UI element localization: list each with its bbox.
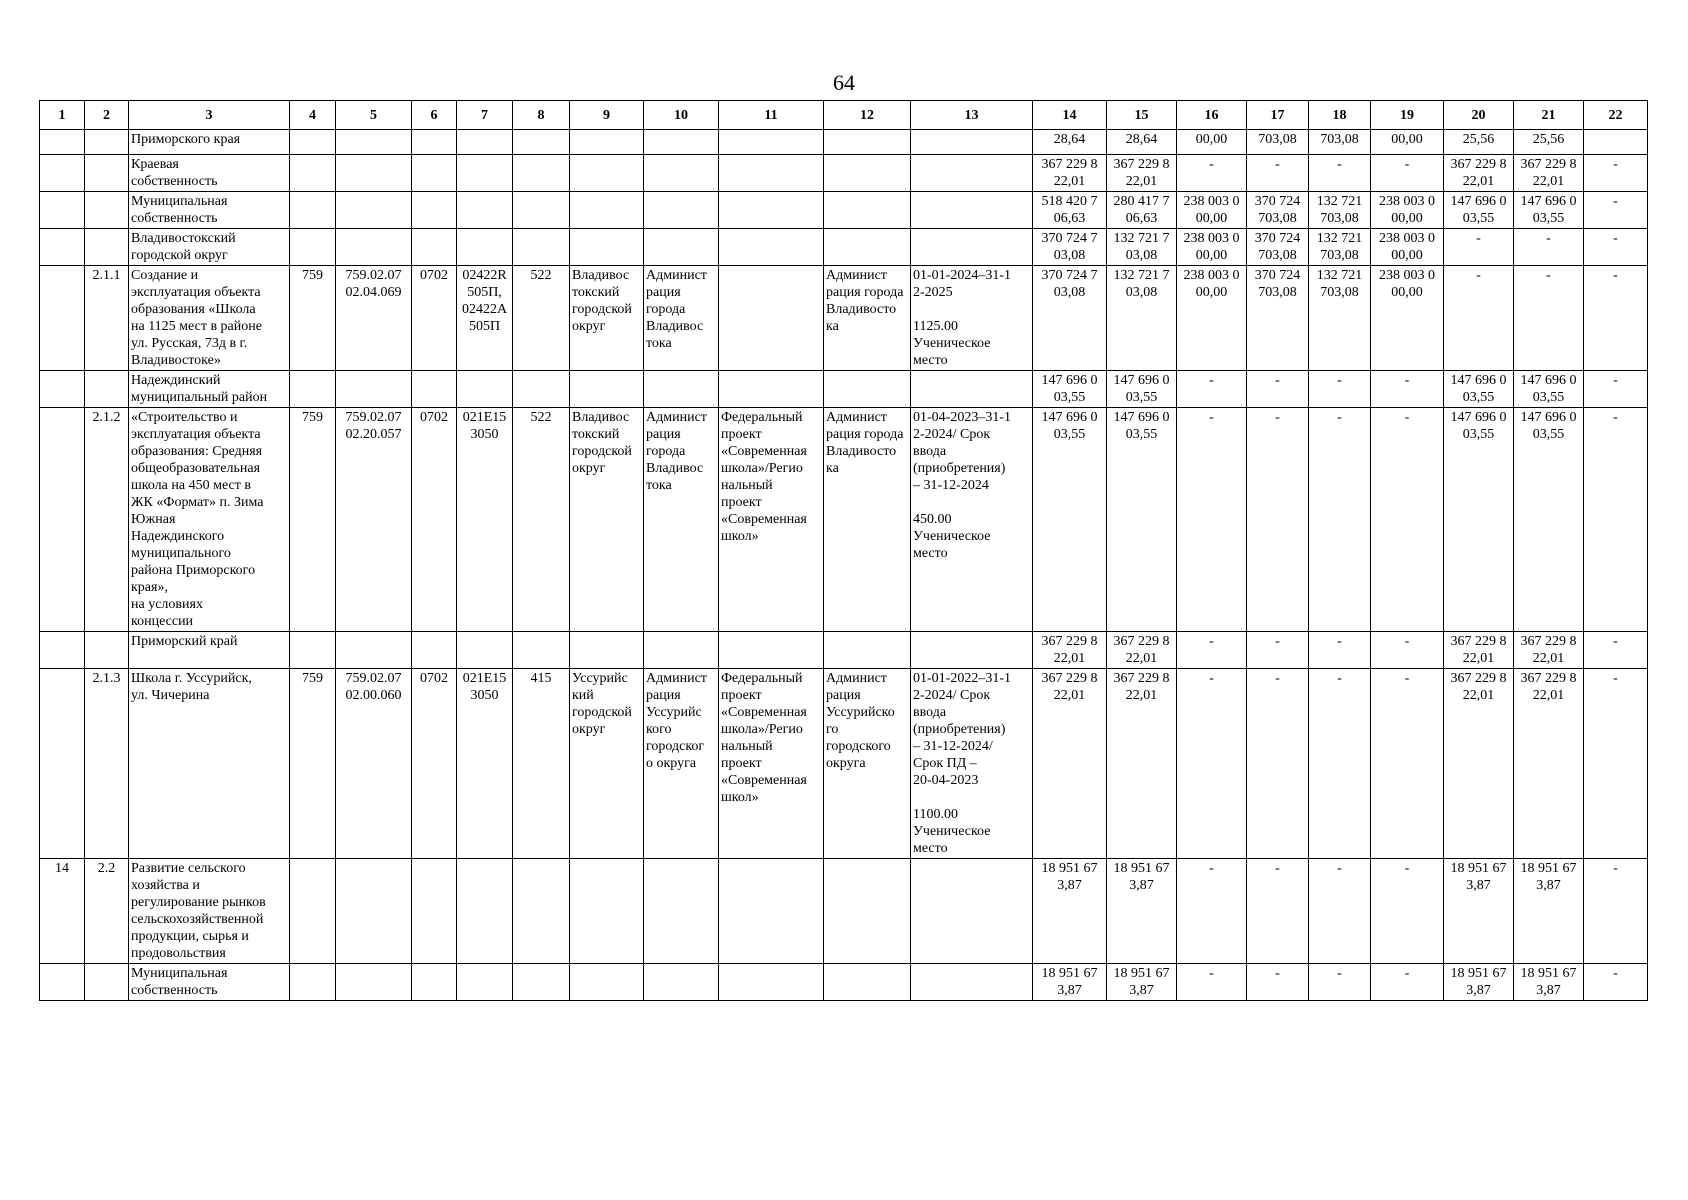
table-header-row [40,101,1648,130]
table-cell: - [1584,859,1648,964]
table-cell [290,371,336,408]
table-cell [824,859,911,964]
column-header: 17 [1247,101,1309,130]
table-cell: Надеждинский муниципальный район [129,371,290,408]
table-cell: 01-01-2024–31-1 2-2025 1125.00 Ученическое место [911,266,1033,371]
column-header: 2 [85,101,129,130]
table-cell [644,229,719,266]
table-cell: 01-04-2023–31-1 2-2024/ Срок ввода (приобретения) – 31-12-2024 450.00 Ученическое место [911,408,1033,632]
table-cell: - [1584,669,1648,859]
table-row [40,155,1648,192]
table-cell [336,964,412,1001]
table-cell: 759 [290,266,336,371]
table-cell [644,964,719,1001]
column-header: 19 [1371,101,1444,130]
table-cell: Админист рация города Владивос тока [644,408,719,632]
table-cell [911,229,1033,266]
table-cell [457,155,513,192]
table-cell [719,130,824,155]
table-cell: Админист рация Уссурийско го городского округа [824,669,911,859]
table-row [40,408,1648,632]
table-cell [412,155,457,192]
table-cell: 415 [513,669,570,859]
table-cell [290,229,336,266]
column-header: 3 [129,101,290,130]
table-cell [336,130,412,155]
table-cell: - [1584,632,1648,669]
column-header: 9 [570,101,644,130]
table-cell [513,192,570,229]
table-cell [412,859,457,964]
table-cell: - [1177,964,1247,1001]
table-cell: 370 724 703,08 [1247,229,1309,266]
table-cell [290,859,336,964]
table-cell [336,155,412,192]
table-cell [570,859,644,964]
table-cell [513,155,570,192]
table-cell [40,229,85,266]
table-cell [570,964,644,1001]
table-cell [85,371,129,408]
table-cell: - [1309,964,1371,1001]
table-cell: 147 696 0 03,55 [1107,371,1177,408]
table-cell: - [1177,632,1247,669]
table-cell: - [1177,859,1247,964]
table-cell [40,408,85,632]
table-cell: 18 951 67 3,87 [1107,859,1177,964]
table-cell [911,371,1033,408]
column-header: 8 [513,101,570,130]
table-cell: 522 [513,408,570,632]
table-cell: - [1584,229,1648,266]
table-cell: 25,56 [1444,130,1514,155]
table-row [40,964,1648,1001]
table-cell [644,859,719,964]
table-cell: 01-01-2022–31-1 2-2024/ Срок ввода (приобретения) – 31-12-2024/ Срок ПД – 20-04-2023 1100.00 Ученическое место [911,669,1033,859]
table-cell: «Строительство и эксплуатация объекта образования: Средняя общеобразовательная школа на 450 мест в ЖК «Формат» п. Зима Южная Надеждинского муниципального района Приморского края», на условиях концессии [129,408,290,632]
table-cell: - [1584,371,1648,408]
table-cell: - [1309,859,1371,964]
table-cell: Муниципальная собственность [129,964,290,1001]
table-cell: 759 [290,669,336,859]
table-cell: Админист рация города Владивосто ка [824,266,911,371]
column-header: 15 [1107,101,1177,130]
table-cell [457,130,513,155]
table-cell: - [1514,266,1584,371]
column-header: 14 [1033,101,1107,130]
table-cell [644,632,719,669]
table-cell: 238 003 0 00,00 [1371,266,1444,371]
table-cell: Уссурийс кий городской округ [570,669,644,859]
table-cell: Приморский край [129,632,290,669]
column-header: 10 [644,101,719,130]
table-cell [719,229,824,266]
column-header: 18 [1309,101,1371,130]
table-cell [570,229,644,266]
table-cell: Владивос токский городской округ [570,408,644,632]
table-cell [336,192,412,229]
table-cell: - [1371,632,1444,669]
table-cell: 18 951 67 3,87 [1514,859,1584,964]
table-cell: - [1247,859,1309,964]
table-cell [644,155,719,192]
table-cell [513,130,570,155]
table-cell [85,229,129,266]
table-cell: - [1177,371,1247,408]
column-header: 16 [1177,101,1247,130]
table-cell [824,632,911,669]
page-number: 64 [833,70,855,95]
table-cell: - [1177,669,1247,859]
table-cell [1584,130,1648,155]
table-cell [457,859,513,964]
table-row [40,229,1648,266]
table-cell [336,229,412,266]
table-cell: - [1444,266,1514,371]
table-cell: - [1309,155,1371,192]
table-cell: 147 696 0 03,55 [1514,192,1584,229]
table-cell [719,266,824,371]
table-cell: 0702 [412,266,457,371]
table-cell [644,130,719,155]
table-cell [644,371,719,408]
table-cell: 147 696 0 03,55 [1107,408,1177,632]
table-cell: 367 229 8 22,01 [1033,632,1107,669]
table-cell: - [1371,371,1444,408]
table-cell [513,371,570,408]
table-cell: 703,08 [1309,130,1371,155]
table-cell: Федеральный проект «Современная школа»/Регио нальный проект «Современная школ» [719,408,824,632]
table-cell: - [1584,266,1648,371]
table-cell: 370 724 7 03,08 [1033,266,1107,371]
table-cell: - [1309,371,1371,408]
table-cell: - [1371,155,1444,192]
table-cell: 370 724 703,08 [1247,266,1309,371]
table-cell: - [1444,229,1514,266]
column-header: 7 [457,101,513,130]
table-cell: 238 003 0 00,00 [1371,229,1444,266]
table-cell: 367 229 8 22,01 [1107,155,1177,192]
table-cell: 021Е15 3050 [457,669,513,859]
table-row [40,371,1648,408]
table-cell: 28,64 [1107,130,1177,155]
table-cell: 18 951 67 3,87 [1444,859,1514,964]
table-cell: 147 696 0 03,55 [1033,408,1107,632]
table-cell [40,130,85,155]
table-cell: 132 721 703,08 [1309,229,1371,266]
table-cell [719,192,824,229]
table-cell [570,371,644,408]
table-cell [457,229,513,266]
table-cell: 2.2 [85,859,129,964]
table-cell [570,130,644,155]
table-cell: 759.02.07 02.04.069 [336,266,412,371]
table-body [40,130,1648,1001]
table-cell: 370 724 703,08 [1247,192,1309,229]
table-cell: 2.1.1 [85,266,129,371]
table-cell [290,964,336,1001]
budget-table [39,100,1648,1001]
table-cell [40,371,85,408]
table-cell [824,964,911,1001]
table-row [40,859,1648,964]
table-cell [824,371,911,408]
table-cell: - [1371,859,1444,964]
table-cell [336,371,412,408]
table-cell: 759.02.07 02.20.057 [336,408,412,632]
column-header: 11 [719,101,824,130]
table-cell: 759 [290,408,336,632]
table-cell [911,155,1033,192]
table-cell [40,266,85,371]
column-header: 22 [1584,101,1648,130]
table-cell [824,130,911,155]
table-cell: 2.1.2 [85,408,129,632]
table-cell: - [1309,408,1371,632]
table-cell [457,371,513,408]
table-cell: 147 696 0 03,55 [1444,408,1514,632]
table-cell: 132 721 7 03,08 [1107,266,1177,371]
table-cell [911,130,1033,155]
table-cell: - [1247,155,1309,192]
column-header: 12 [824,101,911,130]
table-cell: - [1177,408,1247,632]
table-cell [911,859,1033,964]
table-cell: 132 721 7 03,08 [1107,229,1177,266]
table-cell: 2.1.3 [85,669,129,859]
table-cell [40,155,85,192]
table-cell [570,155,644,192]
table-cell: 0702 [412,408,457,632]
table-cell: 370 724 7 03,08 [1033,229,1107,266]
table-cell [412,192,457,229]
table-cell [85,155,129,192]
table-cell [290,632,336,669]
table-cell: 367 229 8 22,01 [1444,669,1514,859]
column-header: 4 [290,101,336,130]
table-cell [40,669,85,859]
table-cell: Админист рация города Владивосто ка [824,408,911,632]
table-cell: - [1584,155,1648,192]
table-row [40,192,1648,229]
table-cell: 02422R 505П, 02422А 505П [457,266,513,371]
table-cell: 00,00 [1371,130,1444,155]
table-cell: - [1247,371,1309,408]
table-cell: - [1177,155,1247,192]
table-cell: 00,00 [1177,130,1247,155]
table-cell: 147 696 0 03,55 [1514,371,1584,408]
table-cell [719,859,824,964]
table-cell: - [1584,408,1648,632]
table-cell [412,130,457,155]
table-cell: Админист рация города Владивос тока [644,266,719,371]
table-cell: Создание и эксплуатация объекта образования «Школа на 1125 мест в районе ул. Русская, 73д в г. Владивостоке» [129,266,290,371]
table-cell: 18 951 67 3,87 [1033,859,1107,964]
table-cell [719,632,824,669]
table-cell [644,192,719,229]
table-cell: Школа г. Уссурийск, ул. Чичерина [129,669,290,859]
table-cell: 367 229 8 22,01 [1107,669,1177,859]
table-cell: - [1309,669,1371,859]
table-cell: Владивос токский городской округ [570,266,644,371]
table-cell [290,155,336,192]
column-header: 1 [40,101,85,130]
table-cell: 367 229 8 22,01 [1033,669,1107,859]
table-cell: 021Е15 3050 [457,408,513,632]
table-cell [40,964,85,1001]
table-cell [85,964,129,1001]
table-cell: Админист рация Уссурийс кого городског о округа [644,669,719,859]
table-cell [824,155,911,192]
table-cell [719,371,824,408]
table-cell: 238 003 0 00,00 [1177,229,1247,266]
table-cell: 147 696 0 03,55 [1444,371,1514,408]
table-cell [85,130,129,155]
table-cell: - [1371,408,1444,632]
table-cell: 132 721 703,08 [1309,192,1371,229]
table-cell [719,155,824,192]
table-cell [911,964,1033,1001]
column-header: 13 [911,101,1033,130]
table-cell: 367 229 8 22,01 [1514,632,1584,669]
table-cell: 147 696 0 03,55 [1033,371,1107,408]
table-cell: Приморского края [129,130,290,155]
table-cell [513,859,570,964]
table-cell: 280 417 7 06,63 [1107,192,1177,229]
table-cell: Федеральный проект «Современная школа»/Регио нальный проект «Современная школ» [719,669,824,859]
table-cell: 18 951 67 3,87 [1107,964,1177,1001]
table-cell [911,192,1033,229]
table-cell: 18 951 67 3,87 [1033,964,1107,1001]
table-row [40,632,1648,669]
table-cell: 18 951 67 3,87 [1514,964,1584,1001]
table-cell [570,192,644,229]
table-cell [513,229,570,266]
table-cell: - [1309,632,1371,669]
table-cell: 367 229 8 22,01 [1033,155,1107,192]
table-cell: 703,08 [1247,130,1309,155]
column-header: 6 [412,101,457,130]
table-row [40,130,1648,155]
table-cell: - [1247,964,1309,1001]
table-cell [412,229,457,266]
table-cell: - [1584,192,1648,229]
table-cell [513,632,570,669]
table-cell: 18 951 67 3,87 [1444,964,1514,1001]
table-cell [457,632,513,669]
table-cell: - [1514,229,1584,266]
table-cell: Муниципальная собственность [129,192,290,229]
table-cell [457,192,513,229]
column-header: 5 [336,101,412,130]
table-cell: 367 229 8 22,01 [1444,632,1514,669]
table-cell [412,371,457,408]
table-cell: 522 [513,266,570,371]
table-cell: 518 420 7 06,63 [1033,192,1107,229]
table-row [40,266,1648,371]
table-cell: 14 [40,859,85,964]
table-cell [85,632,129,669]
table-cell: Краевая собственность [129,155,290,192]
table-cell: - [1247,669,1309,859]
table-cell [570,632,644,669]
table-row [40,669,1648,859]
table-cell: Развитие сельского хозяйства и регулирование рынков сельскохозяйственной продукции, сырья и продовольствия [129,859,290,964]
table-cell: 147 696 0 03,55 [1444,192,1514,229]
column-header: 20 [1444,101,1514,130]
table-cell: 367 229 8 22,01 [1514,669,1584,859]
table-cell: 367 229 8 22,01 [1107,632,1177,669]
table-cell [719,964,824,1001]
column-header: 21 [1514,101,1584,130]
table-cell [513,964,570,1001]
table-cell [457,964,513,1001]
table-cell: - [1371,964,1444,1001]
table-cell: 147 696 0 03,55 [1514,408,1584,632]
table-cell: 759.02.07 02.00.060 [336,669,412,859]
table-cell: - [1247,408,1309,632]
table-cell: 238 003 0 00,00 [1177,192,1247,229]
table-cell: 0702 [412,669,457,859]
table-cell: 238 003 0 00,00 [1177,266,1247,371]
table-cell [40,192,85,229]
table-cell: 367 229 8 22,01 [1444,155,1514,192]
table-cell [290,130,336,155]
table-cell [911,632,1033,669]
table-cell [412,964,457,1001]
table-cell: 28,64 [1033,130,1107,155]
table-cell: - [1247,632,1309,669]
table-cell: 132 721 703,08 [1309,266,1371,371]
table-cell [290,192,336,229]
table-cell: 238 003 0 00,00 [1371,192,1444,229]
table-cell [824,229,911,266]
table-cell: - [1371,669,1444,859]
table-cell [336,859,412,964]
table-cell [40,632,85,669]
table-cell [336,632,412,669]
table-cell [85,192,129,229]
table-cell: 367 229 8 22,01 [1514,155,1584,192]
table-cell: 25,56 [1514,130,1584,155]
table-cell [412,632,457,669]
table-cell [824,192,911,229]
table-cell: Владивостокский городской округ [129,229,290,266]
table-cell: - [1584,964,1648,1001]
